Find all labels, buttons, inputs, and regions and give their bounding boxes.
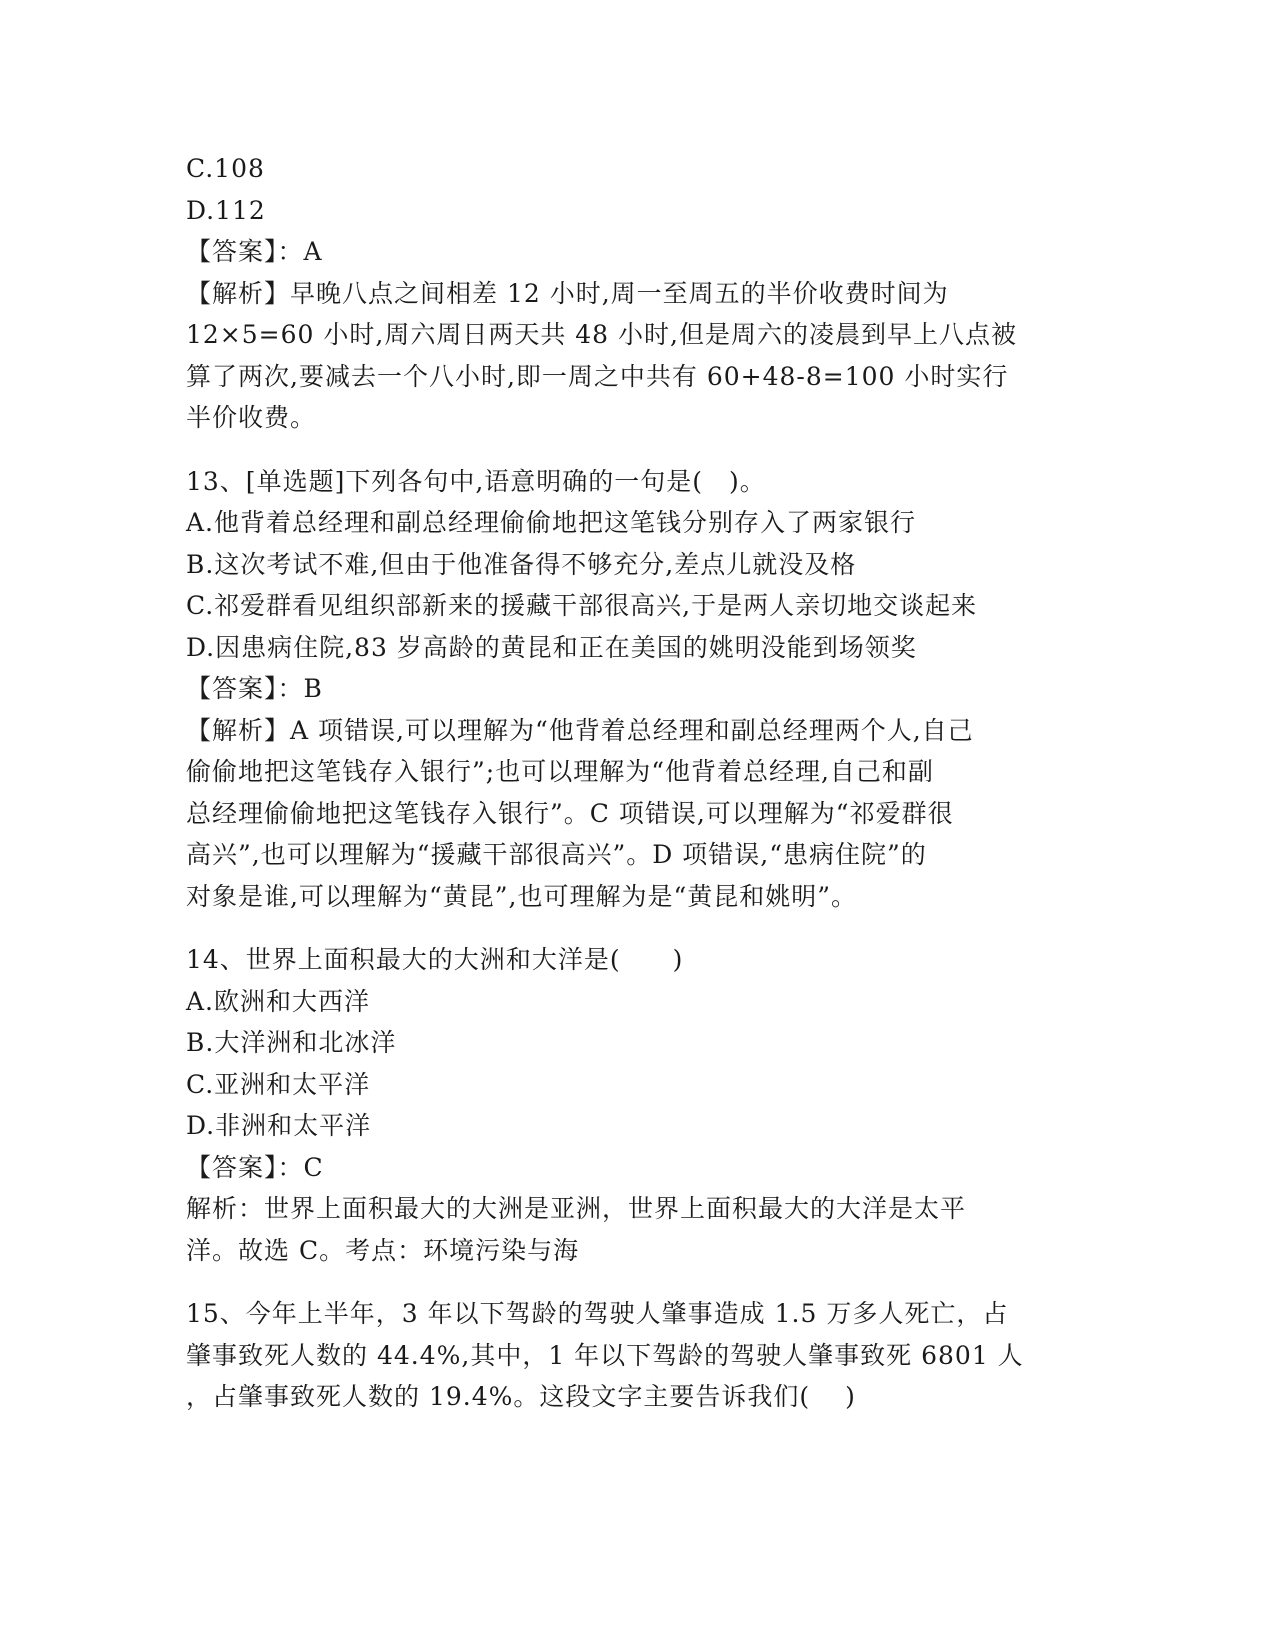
spacer <box>186 1271 1086 1293</box>
spacer <box>186 439 1086 461</box>
document-page <box>186 148 1086 1418</box>
spacer <box>186 917 1086 939</box>
question-13 <box>186 461 1086 918</box>
analysis-line: 【解析】早晚八点之间相差 12 小时,周一至周五的半价收费时间为 <box>186 278 949 308</box>
question-stem: 13、[单选题]下列各句中,语意明确的一句是( )。 <box>186 466 766 496</box>
option-d: D.因患病住院,83 岁高龄的黄昆和正在美国的姚明没能到场领奖 <box>186 632 917 662</box>
option-b: B.这次考试不难,但由于他准备得不够充分,差点儿就没及格 <box>186 549 857 579</box>
option-a: A.欧洲和大西洋 <box>186 986 371 1016</box>
analysis-line: 偷偷地把这笔钱存入银行”;也可以理解为“他背着总经理,自己和副 <box>186 757 934 786</box>
analysis-line: 高兴”,也可以理解为“援藏干部很高兴”。D 项错误,“患病住院”的 <box>186 840 927 869</box>
option-b: B.大洋洲和北冰洋 <box>186 1028 397 1057</box>
analysis-line: 半价收费。 <box>186 403 317 432</box>
question-stem: ，占肇事致死人数的 19.4%。这段文字主要告诉我们( ) <box>186 1382 856 1411</box>
option-d: D.非洲和太平洋 <box>186 1111 372 1140</box>
answer-line: 【答案】：A <box>186 237 323 266</box>
analysis-line: 解析：世界上面积最大的大洲是亚洲，世界上面积最大的大洋是太平 <box>186 1194 967 1223</box>
option-d: D.112 <box>186 195 266 225</box>
analysis-line: 洋。故选 C。考点：环境污染与海 <box>186 1235 580 1265</box>
question-12-tail <box>186 148 1086 439</box>
analysis-line: 总经理偷偷地把这笔钱存入银行”。C 项错误,可以理解为“祁爱群很 <box>186 798 954 828</box>
answer-line: 【答案】：C <box>186 1152 324 1182</box>
question-stem: 肇事致死人数的 44.4%,其中，1 年以下驾龄的驾驶人肇事致死 6801 人 <box>186 1340 1024 1370</box>
analysis-line: 12×5=60 小时,周六周日两天共 48 小时,但是周六的凌晨到早上八点被 <box>186 320 1017 349</box>
question-stem: 15、今年上半年，3 年以下驾龄的驾驶人肇事造成 1.5 万多人死亡，占 <box>186 1299 1009 1328</box>
option-c: C.祁爱群看见组织部新来的援藏干部很高兴,于是两人亲切地交谈起来 <box>186 591 978 620</box>
analysis-line: 对象是谁,可以理解为“黄昆”,也可理解为是“黄昆和姚明”。 <box>186 881 858 911</box>
analysis-line: 【解析】A 项错误,可以理解为“他背着总经理和副总经理两个人,自己 <box>186 715 974 745</box>
option-c: C.亚洲和太平洋 <box>186 1069 371 1099</box>
question-stem: 14、世界上面积最大的大洲和大洋是( ) <box>186 945 684 974</box>
question-14 <box>186 939 1086 1271</box>
question-15 <box>186 1293 1086 1418</box>
analysis-line: 算了两次,要减去一个八小时,即一周之中共有 60+48-8=100 小时实行 <box>186 361 1009 391</box>
option-a: A.他背着总经理和副总经理偷偷地把这笔钱分别存入了两家银行 <box>186 508 917 537</box>
option-c: C.108 <box>186 154 265 183</box>
answer-line: 【答案】：B <box>186 674 323 703</box>
